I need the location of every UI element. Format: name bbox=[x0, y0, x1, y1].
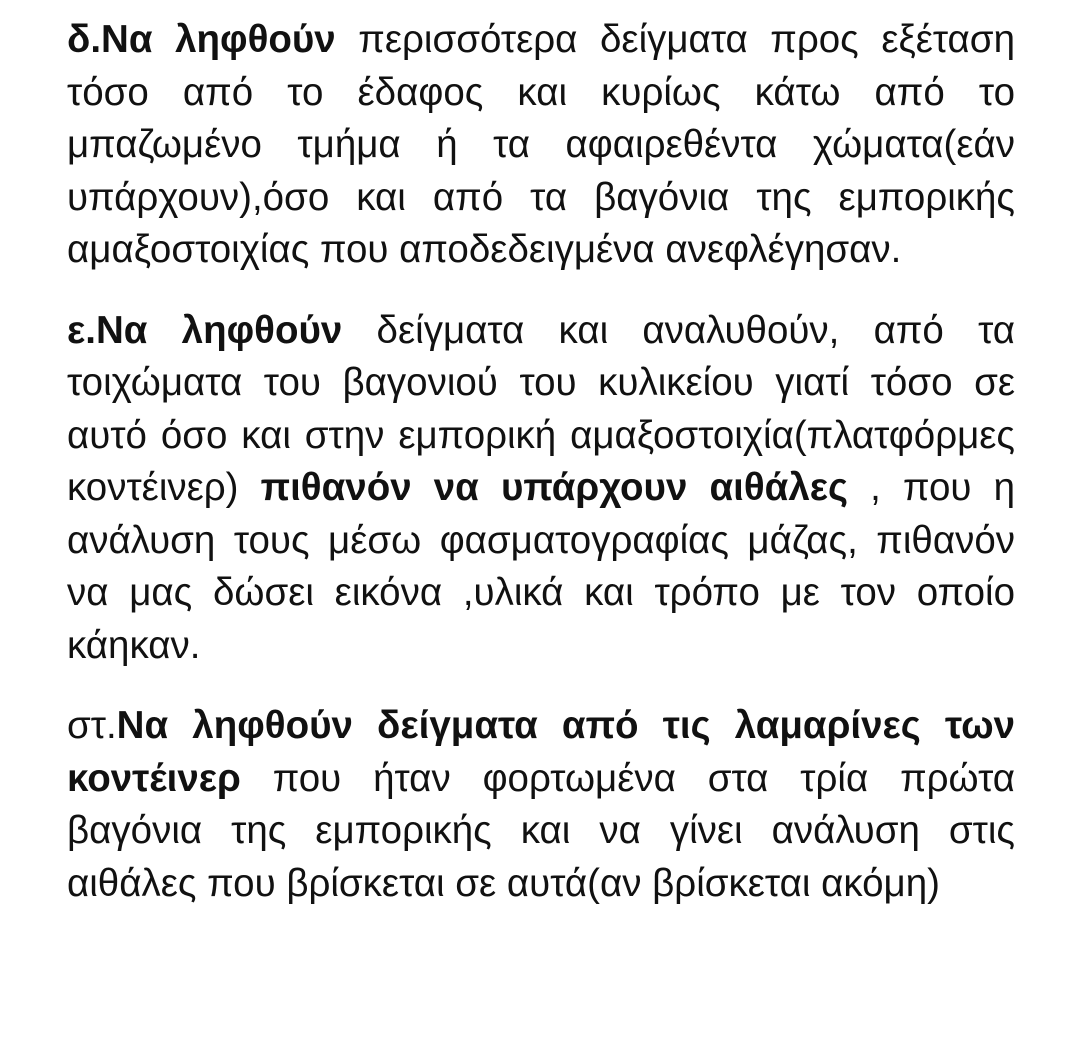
paragraph-st bbox=[67, 700, 1015, 910]
paragraph-st-heading: Να ληφθούν δείγματα από τις λαμαρίνες των κοντέινερ bbox=[67, 704, 1015, 800]
paragraph-epsilon-text: δείγματα και αναλυθούν, από τα τοιχώματα του βαγονιού του κυλικείου γιατί τόσο σε αυτό όσο και στην εμπορική αμαξοστοιχία(πλατφόρμες κοντέινερ) bbox=[67, 308, 1015, 509]
document-body bbox=[67, 14, 1015, 938]
paragraph-epsilon-emphasis: πιθανόν να υπάρχουν αιθάλες bbox=[260, 466, 849, 509]
paragraph-st-text: που ήταν φορτωμένα στα τρία πρώτα βαγόνια της εμπορικής και να γίνει ανάλυση στις αιθάλες που βρίσκεται σε αυτά(αν βρίσκεται ακόμη) bbox=[67, 756, 1015, 905]
paragraph-delta-heading: δ.Να ληφθούν bbox=[67, 18, 336, 61]
paragraph-epsilon bbox=[67, 305, 1015, 673]
paragraph-epsilon-heading: ε.Να ληφθούν bbox=[67, 308, 343, 352]
paragraph-delta-text: περισσότερα δείγματα προς εξέταση τόσο από το έδαφος και κυρίως κάτω από το μπαζωμένο τμήμα ή τα αφαιρεθέντα χώματα(εάν υπάρχουν),όσο και από τα βαγόνια της εμπορικής αμαξοστοιχίας που αποδεδειγμένα ανεφλέγησαν. bbox=[67, 18, 1015, 271]
paragraph-delta bbox=[67, 14, 1015, 277]
paragraph-epsilon-text-end: , που η ανάλυση τους μέσω φασματογραφίας μάζας, πιθανόν να μας δώσει εικόνα ,υλικά και τρόπο με τον οποίο κάηκαν. bbox=[67, 466, 1015, 667]
paragraph-st-label: στ. bbox=[67, 704, 117, 747]
